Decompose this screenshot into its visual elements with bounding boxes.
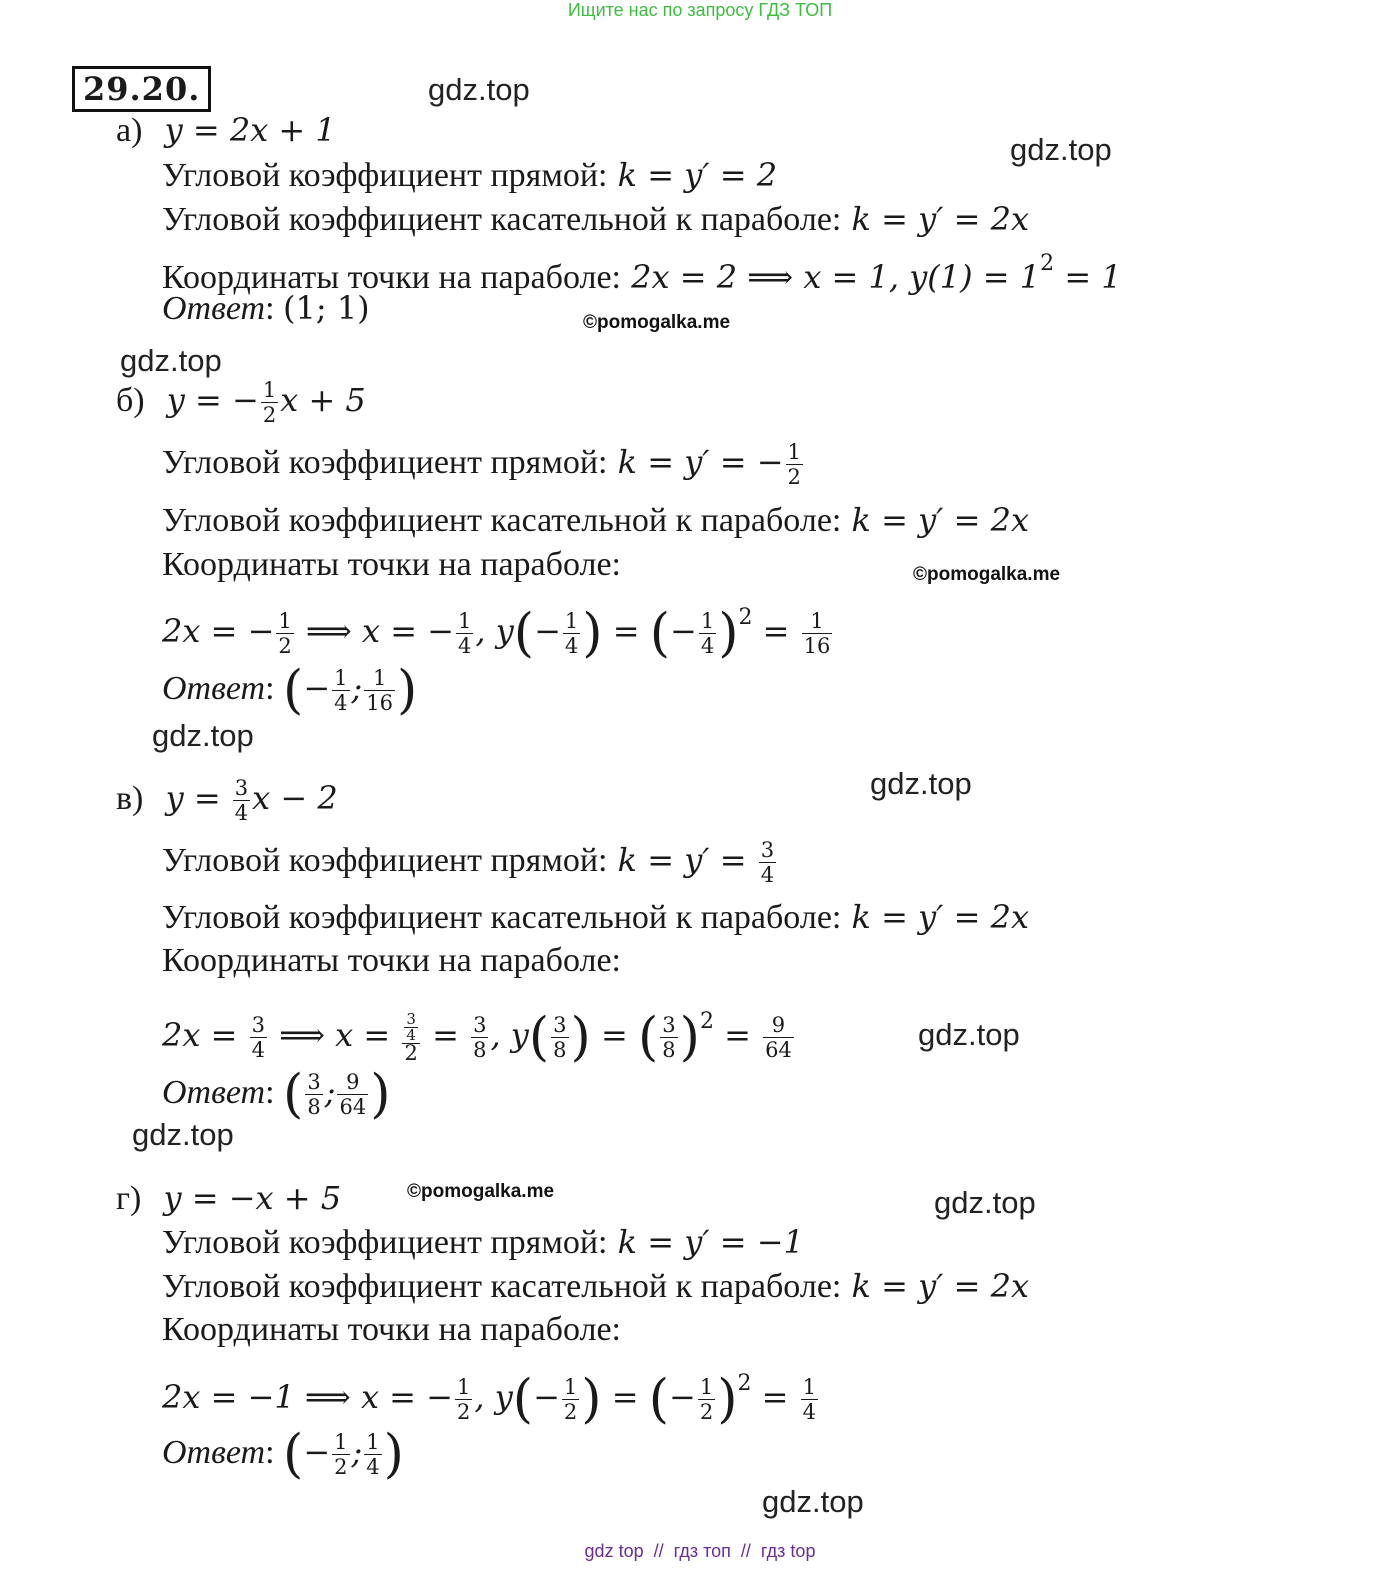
watermark: gdz.top <box>152 718 254 753</box>
answer-label: Ответ <box>162 1434 266 1471</box>
line-slope-label: Угловой коэффициент прямой: <box>162 444 608 481</box>
coords-tail: = 1 <box>1054 258 1122 296</box>
part-v-equation-line: в) y = $\frac{3}{4}$ x − 2 <box>116 776 338 825</box>
fraction: $\frac{1}{2}$ <box>787 440 801 489</box>
watermark: gdz.top <box>1010 132 1112 167</box>
footer-links[interactable] <box>0 1541 1400 1562</box>
coords-label: Координаты точки на параболе: <box>162 259 621 296</box>
tangent-slope-label: Угловой коэффициент касательной к параболе: <box>162 201 842 238</box>
answer-label: Ответ <box>162 670 266 707</box>
tangent-slope-value: k = y′ = 2x <box>851 200 1029 238</box>
tangent-slope-value: k = y′ = 2x <box>851 501 1029 539</box>
part-a-tangent-slope <box>162 197 1029 242</box>
line-slope-value: k = y′ = 2 <box>617 156 778 194</box>
tangent-slope-value: k = y′ = 2x <box>851 1267 1029 1305</box>
watermark: gdz.top <box>428 72 530 107</box>
fraction: $\frac{1}{2}$ <box>262 378 277 427</box>
top-banner: Ищите нас по запросу ГДЗ ТОП <box>567 0 833 20</box>
watermark: gdz.top <box>934 1185 1036 1220</box>
part-a-answer: Ответ: (1; 1) <box>162 289 370 327</box>
part-v-label: в) <box>116 780 144 817</box>
part-a-equation-line <box>116 108 336 153</box>
tangent-slope-value: k = y′ = 2x <box>851 898 1029 936</box>
line-slope-label: Угловой коэффициент прямой: <box>162 1224 608 1261</box>
part-v-answer: Ответ: ( $\frac{3}{8}$ ; $\frac{9}{64}$ ) <box>162 1064 391 1125</box>
answer-label: Ответ <box>162 290 266 327</box>
part-g-coords-label <box>162 1307 621 1352</box>
part-b-equation-line: б) y = − $\frac{1}{2}$ x + 5 <box>116 378 366 427</box>
part-v-tangent-slope <box>162 895 1029 940</box>
part-a-line-slope <box>162 153 777 198</box>
watermark: gdz.top <box>762 1484 864 1519</box>
part-g-tangent-slope <box>162 1264 1029 1309</box>
tangent-slope-label: Угловой коэффициент касательной к параболе: <box>162 1268 842 1305</box>
watermark: gdz.top <box>918 1017 1020 1052</box>
part-b-answer: Ответ: (− $\frac{1}{4}$ ; $\frac{1}{16}$ ) <box>162 660 418 721</box>
copyright-note: ©pomogalka.me <box>913 564 1061 585</box>
tangent-slope-label: Угловой коэффициент касательной к параболе: <box>162 899 842 936</box>
footer-text[interactable]: gdz top // гдз топ // гдз top <box>584 1541 816 1561</box>
line-slope-label: Угловой коэффициент прямой: <box>162 157 608 194</box>
part-v-coords-label <box>162 938 621 983</box>
tangent-slope-label: Угловой коэффициент касательной к параболе: <box>162 502 842 539</box>
part-g-coords: 2x = −1 ⟹ x = − $\frac{1}{2}$ , y(− $\frac{1}{2}$ ) = (− $\frac{1}{2}$ )$^2$ = $\frac{1}{4}$ <box>162 1369 817 1430</box>
part-v-line-slope: Угловой коэффициент прямой: k = y′ = $\frac{3}{4}$ <box>162 838 775 887</box>
line-slope-label: Угловой коэффициент прямой: <box>162 842 608 879</box>
coords-value: 2x = 2 ⟹ x = 1, y(1) = 1 <box>631 258 1041 296</box>
watermark: gdz.top <box>870 766 972 801</box>
part-b-line-slope: Угловой коэффициент прямой: k = y′ = − $\frac{1}{2}$ <box>162 440 801 489</box>
part-b-label: б) <box>116 382 145 419</box>
coords-label: Координаты точки на параболе: <box>162 942 621 979</box>
watermark: gdz.top <box>132 1117 234 1152</box>
coords-label: Координаты точки на параболе: <box>162 1311 621 1348</box>
line-slope-value: k = y′ = −1 <box>617 1223 804 1261</box>
answer-label: Ответ <box>162 1074 266 1111</box>
watermark: gdz.top <box>120 343 222 378</box>
part-g-equation-line <box>116 1176 341 1221</box>
copyright-note: ©pomogalka.me <box>583 312 731 333</box>
problem-number: 29.20. <box>72 66 211 112</box>
part-g-label: г) <box>116 1180 142 1217</box>
part-a-label: а) <box>116 112 143 149</box>
answer-value: (1; 1) <box>283 289 370 327</box>
part-b-tangent-slope <box>162 498 1029 543</box>
coords-label: Координаты точки на параболе: <box>162 546 621 583</box>
part-g-line-slope <box>162 1220 804 1265</box>
exponent: 2 <box>1040 251 1055 276</box>
part-g-equation: y = −x + 5 <box>163 1179 342 1217</box>
part-a-equation: y = 2x + 1 <box>164 111 336 149</box>
copyright-note: ©pomogalka.me <box>407 1181 555 1202</box>
part-v-coords: 2x = $\frac{3}{4}$ ⟹ x = $\frac{\frac{3}{4}}{2}$ = $\frac{3}{8}$ , y( $\frac{3}{8}$ ) = ( $\frac{3}{8}$ )$^2$ = $\frac{9}{64}$ <box>162 1007 792 1068</box>
part-b-coords-label <box>162 542 621 587</box>
part-g-answer: Ответ: (− $\frac{1}{2}$ ; $\frac{1}{4}$ ) <box>162 1424 404 1485</box>
part-b-coords: 2x = − $\frac{1}{2}$ ⟹ x = − $\frac{1}{4}$ , y(− $\frac{1}{4}$ ) = (− $\frac{1}{4}$ )$^2$ = $\frac{1}{16}$ <box>162 603 831 664</box>
